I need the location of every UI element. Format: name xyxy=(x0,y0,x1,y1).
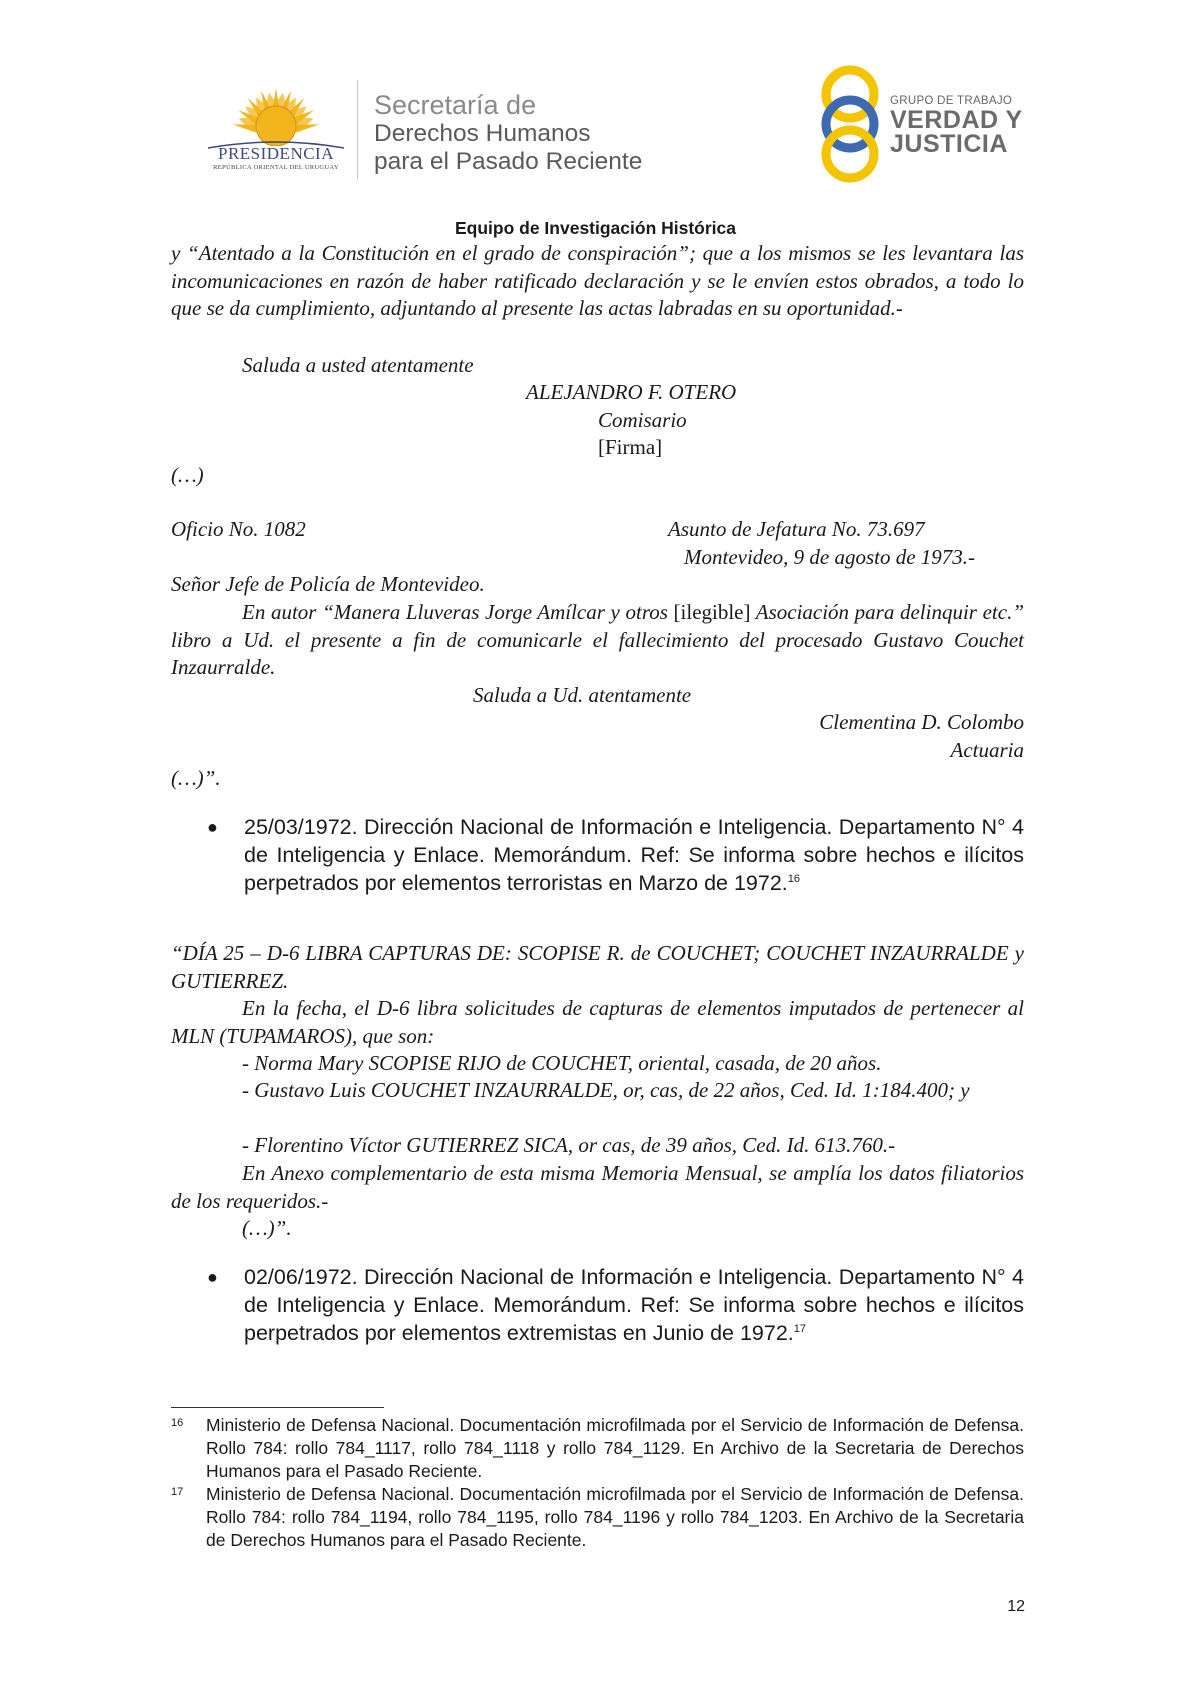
capturas-heading: “DÍA 25 – D-6 LIBRA CAPTURAS DE: SCOPISE R. de COUCHET; COUCHET INZAURRALDE y GUTIERREZ. xyxy=(171,941,1024,993)
verdad-y-label: VERDAD Y xyxy=(890,106,1023,134)
signer-title-1: Comisario xyxy=(598,408,687,432)
ellipsis-2: (…)”. xyxy=(171,766,221,790)
footnote-16 xyxy=(171,1414,1024,1483)
bullet-2-body: 02/06/1972. Dirección Nacional de Información e Inteligencia. Departamento N° 4 de Inteligencia y Enlace. Memorándum. Ref: Se informa sobre hechos e ilícitos perpetrados por elementos extremistas en Junio de 1972. xyxy=(244,1265,1024,1345)
footnote-number: 16 xyxy=(171,1417,184,1429)
bullet-text-2 xyxy=(244,1263,1024,1347)
oficio-date: Montevideo, 9 de agosto de 1973.- xyxy=(684,545,976,569)
ellipsis-3: (…)”. xyxy=(242,1216,292,1240)
footnote-text: Ministerio de Defensa Nacional. Documentación microfilmada por el Servicio de Información de Defensa. Rollo 784: rollo 784_1194, rollo 784_1195, rollo 784_1196 y rollo 784_1203. En Archivo de la Secretaria de Derechos Humanos para el Pasado Reciente. xyxy=(206,1484,1024,1550)
secretaria-line-1: Secretaría de xyxy=(374,90,537,120)
closing-2: Saluda a Ud. atentamente xyxy=(473,683,692,707)
bullet-1-body: 25/03/1972. Dirección Nacional de Información e Inteligencia. Departamento N° 4 de Inteligencia y Enlace. Memorándum. Ref: Se informa sobre hechos e ilícitos perpetrados por elementos terroristas en Marzo de 1972. xyxy=(244,815,1024,895)
oficio-recipient: Señor Jefe de Policía de Montevideo. xyxy=(171,572,485,596)
signature-mark: [Firma] xyxy=(598,435,663,459)
bullet-text-1 xyxy=(244,813,1024,897)
page-number: 12 xyxy=(1007,1598,1025,1615)
bullet-item-2 xyxy=(171,1263,1024,1347)
grupo-de-trabajo-label: GRUPO DE TRABAJO xyxy=(890,95,1013,107)
footnote-number: 17 xyxy=(171,1486,184,1498)
capturas-item-2: - Gustavo Luis COUCHET INZAURRALDE, or, cas, de 22 años, Ced. Id. 1:184.400; y xyxy=(242,1078,970,1102)
secretaria-logo-text xyxy=(374,90,642,176)
team-title: Equipo de Investigación Histórica xyxy=(454,218,737,238)
footnote-text: Ministerio de Defensa Nacional. Documentación microfilmada por el Servicio de Información de Defensa. Rollo 784: rollo 784_1117, rollo 784_1118 y rollo 784_1129. En Archivo de la Secretaria de Derechos Humanos para el Pasado Reciente. xyxy=(206,1415,1024,1481)
oficio-body-part-2: Asociación para delinquir etc.” libro a Ud. el presente a fin de comunicarle el fallecimiento del procesado Gustavo Couchet Inzaurralde. xyxy=(171,600,1025,679)
illegible-mark: [ilegible] xyxy=(673,600,751,624)
secretaria-line-2: Derechos Humanos xyxy=(374,120,591,147)
closing-1: Saluda a usted atentamente xyxy=(242,353,474,377)
footnote-separator xyxy=(171,1407,384,1408)
capturas-item-3: - Florentino Víctor GUTIERREZ SICA, or cas, de 39 años, Ced. Id. 613.760.- xyxy=(242,1133,896,1157)
justicia-label: JUSTICIA xyxy=(890,130,1008,158)
verdad-justicia-rings-logo xyxy=(812,64,888,184)
footnote-ref-16: 16 xyxy=(787,872,801,885)
capturas-intro: En la fecha, el D-6 libra solicitudes de capturas de elementos imputados de pertenecer al MLN (TUPAMAROS), que son: xyxy=(171,996,1024,1048)
verdad-justicia-text xyxy=(890,94,1023,156)
oficio-asunto: Asunto de Jefatura No. 73.697 xyxy=(668,517,925,541)
header-divider xyxy=(357,80,358,180)
signer-name-1: ALEJANDRO F. OTERO xyxy=(526,380,737,404)
ellipsis-1: (…) xyxy=(171,463,204,487)
footnote-17 xyxy=(171,1483,1024,1552)
capturas-annex: En Anexo complementario de esta misma Memoria Mensual, se amplía los datos filiatorios de los requeridos.- xyxy=(171,1161,1024,1213)
bullet-icon: ● xyxy=(207,1267,218,1287)
signer-title-2: Actuaria xyxy=(950,738,1024,762)
oficio-body-part-1: En autor “Manera Lluveras Jorge Amílcar y otros xyxy=(242,600,674,624)
signer-name-2: Clementina D. Colombo xyxy=(819,710,1024,734)
presidencia-label: PRESIDENCIA xyxy=(217,144,334,163)
footnote-ref-17: 17 xyxy=(793,1322,807,1335)
republica-label: REPÚBLICA ORIENTAL DEL URUGUAY xyxy=(213,164,339,171)
capturas-item-1: - Norma Mary SCOPISE RIJO de COUCHET, oriental, casada, de 20 años. xyxy=(242,1051,882,1075)
secretaria-line-3: para el Pasado Reciente xyxy=(374,148,643,175)
oficio-number: Oficio No. 1082 xyxy=(171,517,306,541)
bullet-item-1 xyxy=(171,813,1024,897)
quote-paragraph-1: y “Atentado a la Constitución en el grado de conspiración”; que a los mismos se les levantara las incomunicaciones en razón de haber ratificado declaración y se le envíen estos obrados, a todo lo que se da cumplimiento, adjuntando al presente las actas labradas en su oportunidad.- xyxy=(171,241,1024,320)
oficio-body xyxy=(171,599,1024,682)
bullet-icon: ● xyxy=(207,817,218,837)
